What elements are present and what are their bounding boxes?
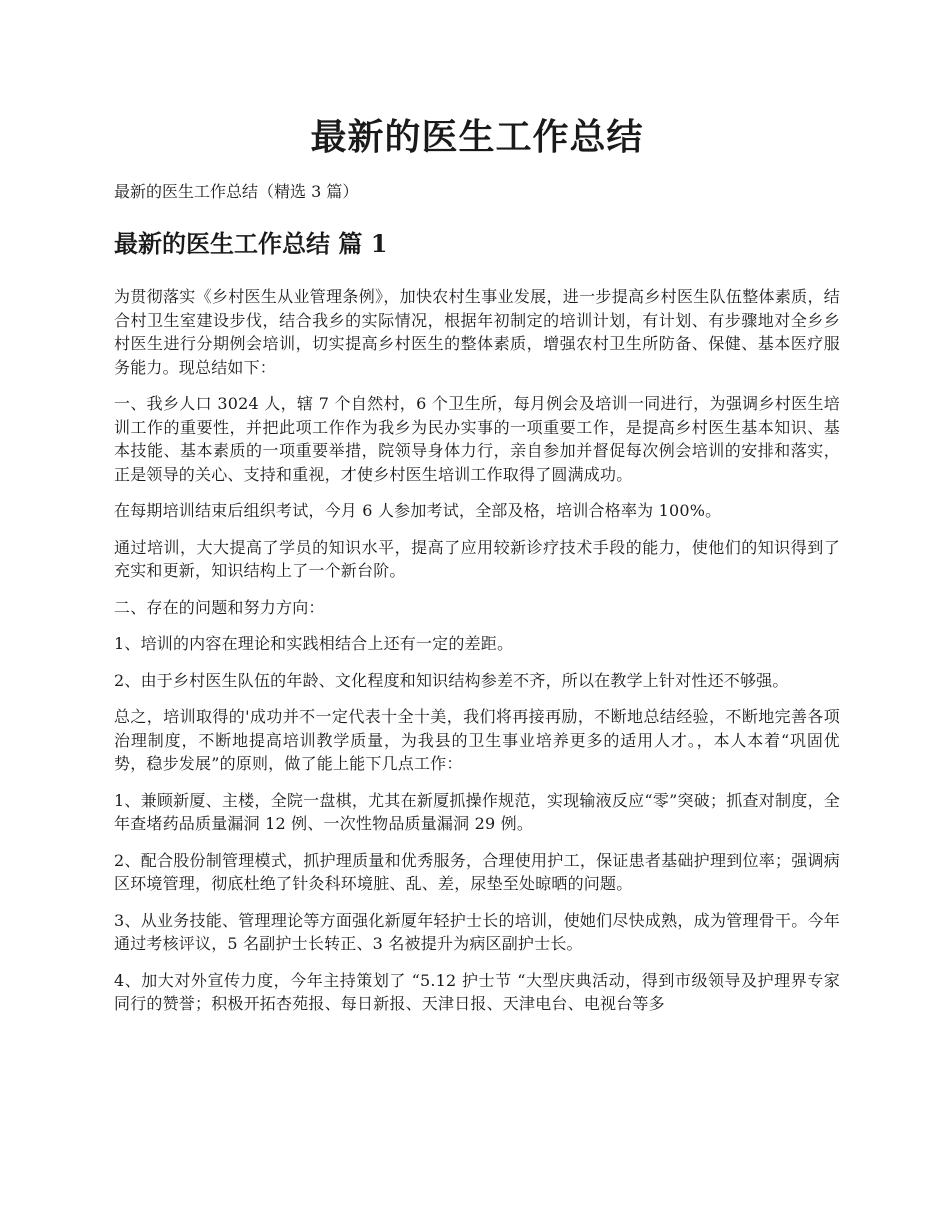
paragraph: 总之，培训取得的'成功并不一定代表十全十美，我们将再接再励，不断地总结经验，不断地完善各项治理制度，不断地提高培训教学质量，为我县的卫生事业培养更多的适用人才。，本人本着“巩固优势，稳步发展”的原则，做了能上能下几点工作： <box>114 707 840 773</box>
paragraph: 2、配合股份制管理模式，抓护理质量和优秀服务，合理使用护工，保证患者基础护理到位率；强调病区环境管理，彻底杜绝了针灸科环境脏、乱、差，尿垫至处晾晒的问题。 <box>114 850 840 893</box>
paragraph: 3、从业务技能、管理理论等方面强化新厦年轻护士长的培训，使她们尽快成熟，成为管理骨干。今年通过考核评议，5 名副护士长转正、3 名被提升为病区副护士长。 <box>114 910 840 953</box>
paragraph: 为贯彻落实《乡村医生从业管理条例》，加快农村生事业发展，进一步提高乡村医生队伍整体素质，结合村卫生室建设步伐，结合我乡的实际情况，根据年初制定的培训计划，有计划、有步骤地对全乡乡村医生进行分期例会培训，切实提高乡村医生的整体素质，增强农村卫生所防备、保健、基本医疗服务能力。现总结如下： <box>114 287 840 377</box>
paragraph: 一、我乡人口 3024 人，辖 7 个自然村，6 个卫生所，每月例会及培训一同进行，为强调乡村医生培训工作的重要性，并把此项工作作为我乡为民办实事的一项重要工作，是提高乡村医生基本知识、基本技能、基本素质的一项重要举措，院领导身体力行，亲自参加并督促每次例会培训的安排和落实，正是领导的关心、支持和重视，才使乡村医生培训工作取得了圆满成功。 <box>114 394 840 484</box>
paragraph: 二、存在的问题和努力方向： <box>114 597 325 617</box>
document-subtitle: 最新的医生工作总结（精选 3 篇） <box>114 182 359 201</box>
paragraph: 4、加大对外宣传力度，今年主持策划了 “5.12 护士节 “大型庆典活动，得到市级领导及护理界专家同行的赞誉；积极开拓杏苑报、每日新报、天津日报、天津电台、电视台等多 <box>114 970 840 1013</box>
paragraph: 1、兼顾新厦、主楼，全院一盘棋，尤其在新厦抓操作规范，实现输液反应“零”突破；抓查对制度，全年查堵药品质量漏洞 12 例、一次性物品质量漏洞 29 例。 <box>114 790 840 833</box>
paragraph: 1、培训的内容在理论和实践相结合上还有一定的差距。 <box>114 634 514 653</box>
paragraph: 在每期培训结束后组织考试，今月 6 人参加考试，全部及格，培训合格率为 100%。 <box>114 501 722 520</box>
document-title: 最新的医生工作总结 <box>310 116 644 158</box>
body-text <box>114 285 840 1029</box>
paragraph: 2、由于乡村医生队伍的年龄、文化程度和知识结构参差不齐，所以在教学上针对性还不够强。 <box>114 670 789 690</box>
section-heading: 最新的医生工作总结 篇 1 <box>114 229 388 258</box>
paragraph: 通过培训，大大提高了学员的知识水平，提高了应用较新诊疗技术手段的能力，使他们的知识得到了充实和更新，知识结构上了一个新台阶。 <box>114 537 840 580</box>
